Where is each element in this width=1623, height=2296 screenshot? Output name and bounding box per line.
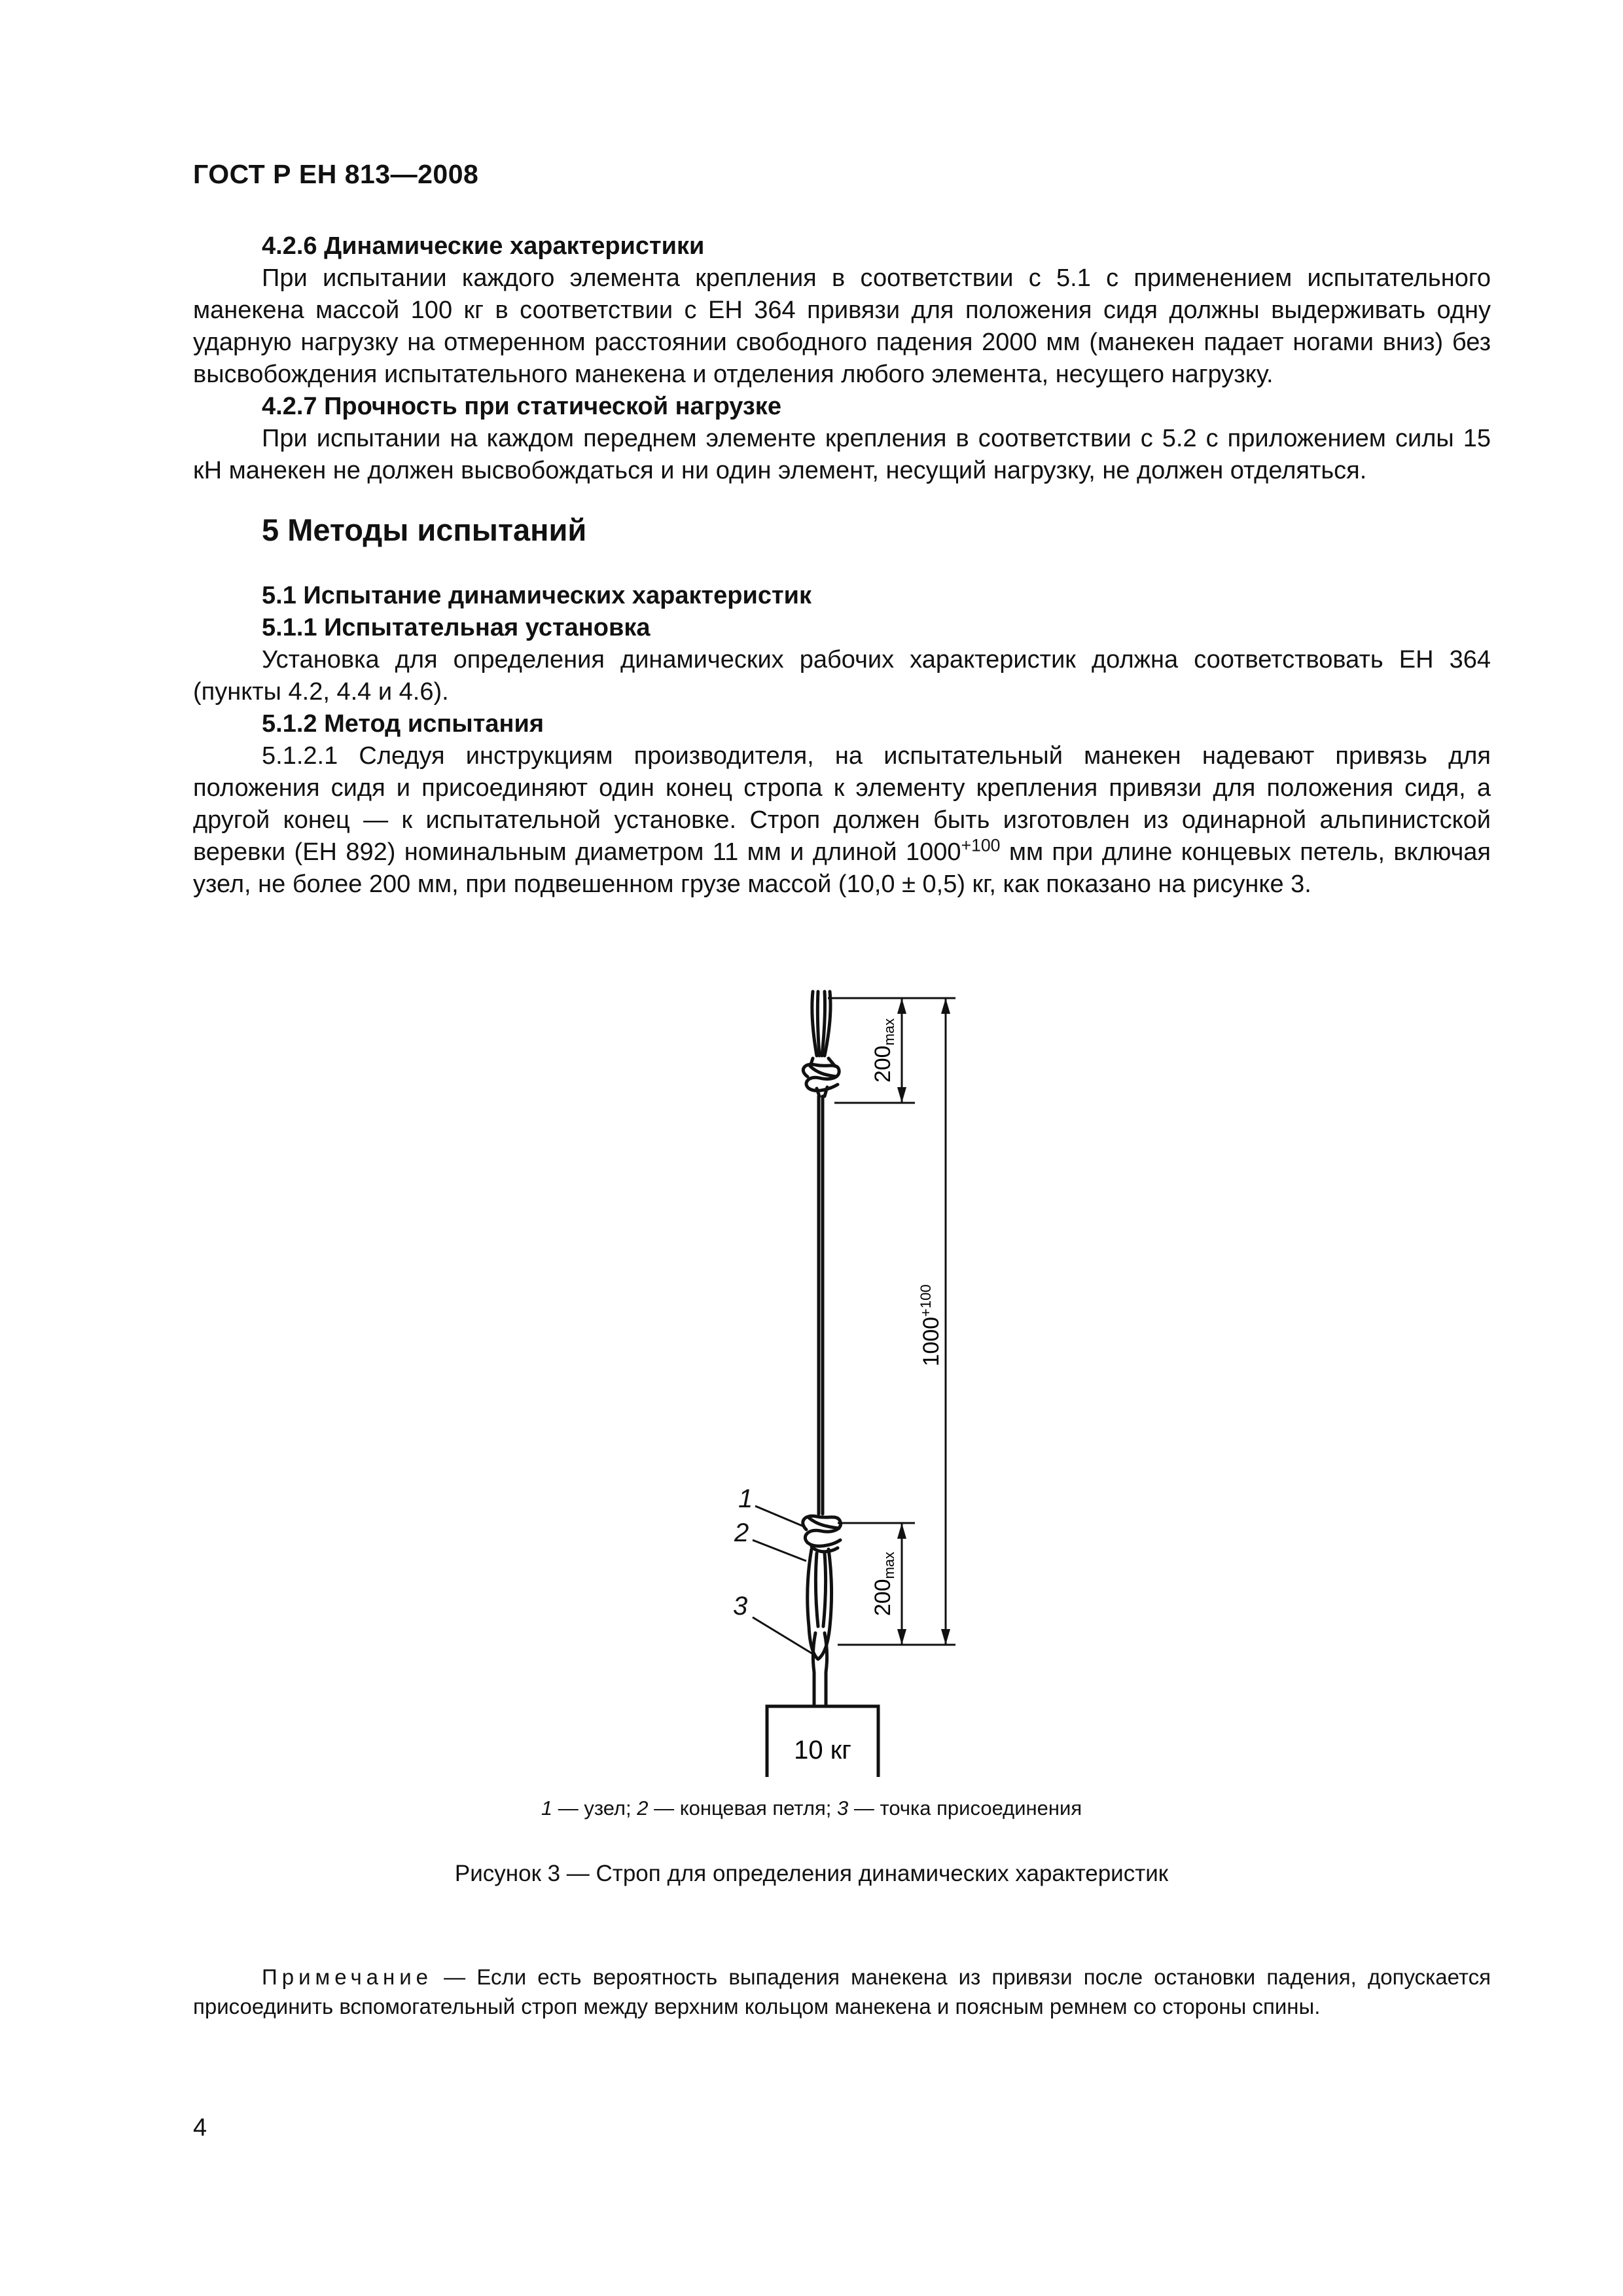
paragraph-5-1-2-1-part1: 5.1.2.1 Следуя инструкциям производителя, на испытательный манекен надевают привязь для положения сидя и присоединяют один конец стропа к элементу крепления привязи для положения сидя, а другой конец — к испытательной установке. Строп должен быть изготовлен из одинарной альпинистской веревки (ЕН 892) номинальным диаметром 11 мм и длиной 1000 — [193, 742, 1491, 866]
bottom-knot — [803, 1516, 841, 1552]
document-id: ГОСТ Р ЕН 813—2008 — [193, 159, 479, 189]
paragraph-4-2-7: При испытании на каждом переднем элементе крепления в соответствии с 5.2 с приложением силы 15 кН манекен не должен высвобождаться и ни один элемент, несущий нагрузку, не должен отделяться. — [193, 425, 1491, 484]
dimension-bottom: 200max — [870, 1551, 897, 1617]
dimension-total: $1000^{+100}$ — [918, 1284, 944, 1367]
top-knot — [803, 1058, 839, 1096]
heading-5-1-2: 5.1.2 Метод испытания — [262, 710, 544, 738]
leader-2 — [753, 1540, 806, 1561]
callout-1: 1 — [738, 1484, 753, 1513]
heading-5-1: 5.1 Испытание динамических характеристик — [262, 582, 812, 609]
bottom-end-loop — [808, 1549, 832, 1659]
leader-1 — [755, 1506, 805, 1527]
paragraph-5-1-2-1-part2: мм при длине концевых петель, включая узел, не более 200 мм, при подвешенном грузе массой (10,0 ± 0,5) кг, как показано на рисунке 3. — [193, 838, 1491, 898]
paragraph-5-1-1: Установка для определения динамических рабочих характеристик должна соответствовать ЕН 364 (пункты 4.2, 4.4 и 4.6). — [193, 646, 1491, 706]
page-number: 4 — [193, 2114, 207, 2142]
heading-5-1-1: 5.1.1 Испытательная установка — [262, 614, 651, 641]
figure-3-lanyard-diagram — [707, 978, 969, 1777]
dimension-top: 200max — [870, 1018, 897, 1083]
section-5-title: 5 Методы испытаний — [262, 512, 587, 547]
leader-3 — [753, 1617, 813, 1654]
attachment-point — [813, 1633, 815, 1706]
length-tolerance-sup: +100 — [961, 835, 1001, 855]
note-label: Примечание — [262, 1965, 433, 1989]
top-end-loop — [812, 992, 817, 1056]
heading-4-2-6: 4.2.6 Динамические характеристики — [262, 232, 705, 260]
section-5-1 — [193, 580, 1491, 901]
paragraph-4-2-6: При испытании каждого элемента крепления в соответствии с 5.1 с применением испытательного манекена массой 100 кг в соответствии с ЕН 364 привязи для положения сидя должны выдерживать одну ударную нагрузку на отмеренном расстоянии свободного падения 2000 мм (манекен падает ногами вниз) без высвобождения испытательного манекена и отделения любого элемента, несущего нагрузку. — [193, 264, 1491, 388]
callout-2: 2 — [734, 1518, 749, 1547]
note — [193, 1962, 1491, 2021]
weight-label: 10 кг — [794, 1736, 851, 1765]
figure-legend: 1 — узел; 2 — концевая петля; 3 — точка присоединения — [541, 1797, 1082, 1820]
callout-3: 3 — [733, 1592, 748, 1621]
section-4-2-6 — [193, 230, 1491, 487]
note-text: — Если есть вероятность выпадения манекена из привязи после остановки падения, допускается присоединить вспомогательный строп между верхним кольцом манекена и поясным ремнем со стороны спины. — [193, 1965, 1491, 2018]
figure-caption: Рисунок 3 — Строп для определения динамических характеристик — [454, 1861, 1169, 1886]
paragraph-5-1-2-1 — [193, 740, 1491, 901]
heading-4-2-7: 4.2.7 Прочность при статической нагрузке — [262, 393, 781, 420]
